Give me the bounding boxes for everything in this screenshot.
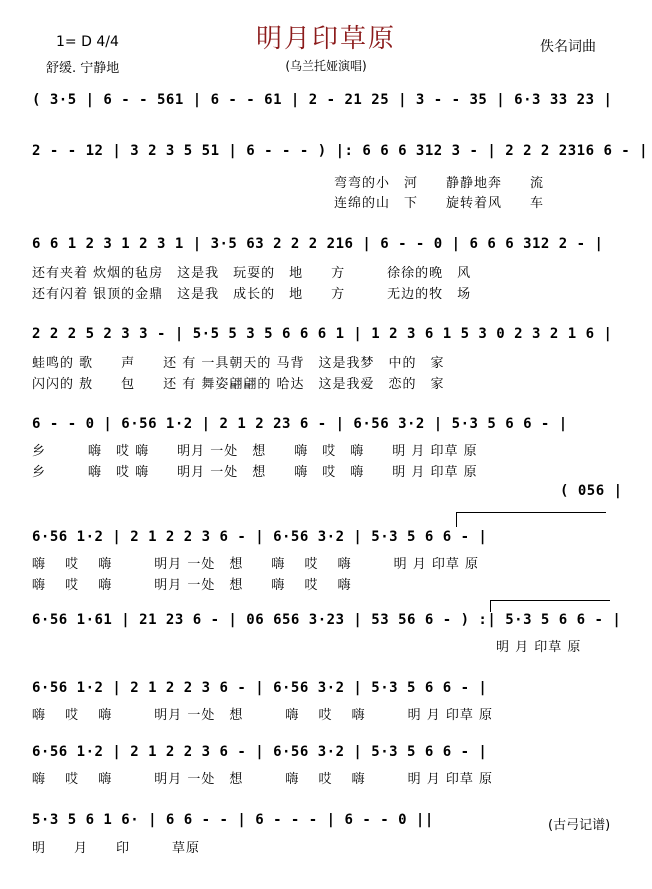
key-signature: 1= D 4/4 — [56, 34, 119, 50]
staff-line-9: 6·56 1·2 | 2 1 2 2 3 6 - | 6·56 3·2 | 5·3 5 6 6 - | — [32, 744, 488, 760]
volta-bracket-2 — [490, 600, 491, 612]
lyric-line: 嗨 哎 嗨 明月 一处 想 嗨 哎 嗨 明 月 印草 原 — [32, 708, 494, 723]
lyric-line: 明 月 印 草原 — [32, 841, 201, 856]
volta-line-2 — [490, 600, 610, 601]
lyric-line: 乡 嗨 哎 嗨 明月 一处 想 嗨 哎 嗨 明 月 印草 原 — [32, 444, 478, 459]
staff-line-7: 6·56 1·61 | 21 23 6 - | 06 656 3·23 | 53 56 6 - ) :| 5·3 5 6 6 - | — [32, 612, 622, 628]
staff-line-5: 6 - - 0 | 6·56 1·2 | 2 1 2 23 6 - | 6·56 3·2 | 5·3 5 6 6 - | — [32, 416, 568, 432]
volta-line-1 — [456, 512, 606, 513]
lyric-line: 嗨 哎 嗨 明月 一处 想 嗨 哎 嗨 明 月 印草 原 — [32, 557, 480, 572]
staff-line-10: 5·3 5 6 1 6· | 6 6 - - | 6 - - - | 6 - - 0 || — [32, 812, 434, 828]
tempo-marking: 舒缓. 宁静地 — [46, 61, 120, 76]
lyric-line: 明 月 印草 原 — [496, 640, 582, 655]
staff-line-3: 6 6 1 2 3 1 2 3 1 | 3·5 63 2 2 2 216 | 6 - - 0 | 6 6 6 312 2 - | — [32, 236, 604, 252]
staff-line-8: 6·56 1·2 | 2 1 2 2 3 6 - | 6·56 3·2 | 5·3 5 6 6 - | — [32, 680, 488, 696]
pickup-measure: ( 056 | — [560, 483, 623, 499]
staff-line-4: 2 2 2 5 2 3 3 - | 5·5 5 3 5 6 6 6 1 | 1 2 3 6 1 5 3 0 2 3 2 1 6 | — [32, 326, 613, 342]
staff-line-1: ( 3·5 | 6 - - 561 | 6 - - 61 | 2 - 21 25 | 3 - - 35 | 6·3 33 23 | — [32, 92, 613, 108]
lyric-line: 嗨 哎 嗨 明月 一处 想 嗨 哎 嗨 明 月 印草 原 — [32, 772, 494, 787]
staff-line-2: 2 - - 12 | 3 2 3 5 51 | 6 - - - ) |: 6 6 6 312 3 - | 2 2 2 2316 6 - | — [32, 143, 649, 159]
lyric-line: 还有夹着 炊烟的毡房 这是我 玩耍的 地 方 徐徐的晚 风 — [32, 266, 472, 281]
lyric-line: 弯弯的小 河 静静地奔 流 — [334, 176, 545, 191]
lyric-line: 嗨 哎 嗨 明月 一处 想 嗨 哎 嗨 — [32, 578, 352, 593]
staff-line-6: 6·56 1·2 | 2 1 2 2 3 6 - | 6·56 3·2 | 5·3 5 6 6 - | — [32, 529, 488, 545]
lyric-line: 连绵的山 下 旋转着风 车 — [334, 196, 545, 211]
lyric-line: 乡 嗨 哎 嗨 明月 一处 想 嗨 哎 嗨 明 月 印草 原 — [32, 465, 478, 480]
lyric-line: 蛙鸣的 歌 声 还 有 一具朝天的 马背 这是我梦 中的 家 — [32, 356, 445, 371]
lyric-line: 闪闪的 敖 包 还 有 舞姿翩翩的 哈达 这是我爱 恋的 家 — [32, 377, 445, 392]
page-title: 明月印草原 — [255, 24, 396, 54]
transcriber-note: (古弓记谱) — [548, 818, 611, 833]
lyric-line: 还有闪着 银顶的金鼎 这是我 成长的 地 方 无边的牧 场 — [32, 287, 472, 302]
singer-credit: (乌兰托娅演唱) — [285, 59, 367, 73]
volta-bracket-1 — [456, 513, 457, 527]
author-credit: 佚名词曲 — [540, 39, 596, 55]
